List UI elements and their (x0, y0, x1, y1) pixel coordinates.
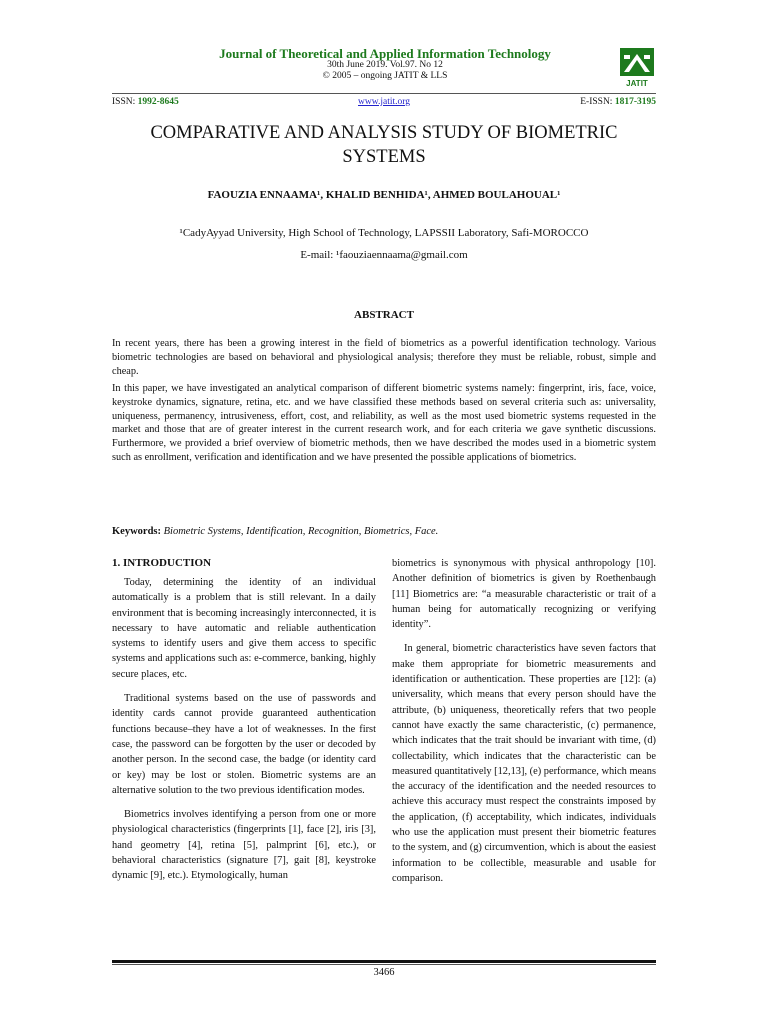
keywords-label: Keywords: (112, 526, 164, 537)
paragraph: biometrics is synonymous with physical anthropology [10]. Another definition of biometrics is given by Roethenbaugh [11] Biometrics are: “a measurable characteristic or trait of a human being for automatically recognizing or verifying identity”. (392, 558, 656, 631)
issue-date: 30th June 2019. Vol.97. No 12 (327, 60, 443, 70)
issn-label: ISSN: (112, 97, 138, 107)
header-rule (112, 93, 656, 94)
abstract-paragraph-1: In recent years, there has been a growing interest in the field of biometrics as a powerful identification technology. Various biometric technologies are based on behavioral and physiological analysis; therefore they must be reliable, robust, simple and cheap. (112, 338, 656, 377)
authors: FAOUZIA ENNAAMA¹, KHALID BENHIDA¹, AHMED BOULAHOUAL¹ (207, 189, 561, 201)
page-number: 3466 (373, 967, 395, 978)
abstract-heading: ABSTRACT (354, 309, 414, 321)
paragraph: In general, biometric characteristics have seven factors that make them appropriate for biometric measurements and identification or authentication. These properties are [12]: (a) universality, which means that every person should have the attribute, (b) uniqueness, theoretically refers that two people cannot have exactly the same characteristic, (c) permanence, which indicates that the trait should be invariant with time, (d) collectability, which indicates that the characteristic can be measured quantitatively [12,13], (e) performance, which means the accuracy of the identification and the needed resources to achieve this accuracy must respect the constraints imposed by the application, (f) acceptability, which indicates, individuals who use the application must present their biometric features to the system, and (g) circumvention, which is about the easiest information to be collectible, measurable and usable for comparison. (392, 643, 656, 884)
paper-title: COMPARATIVE AND ANALYSIS STUDY OF BIOMETRIC SYSTEMS (150, 123, 618, 167)
footer-rule (112, 960, 656, 963)
jatit-logo-icon (618, 46, 656, 88)
issn-value: 1992-8645 (137, 97, 179, 107)
website-link[interactable]: www.jatit.org (358, 97, 410, 107)
journal-title: Journal of Theoretical and Applied Information Technology (219, 46, 551, 61)
eissn-label: E-ISSN: (580, 97, 615, 107)
footer-rule-thin (112, 964, 656, 965)
email: E-mail: ¹faouziaennaama@gmail.com (300, 249, 468, 261)
abstract-paragraph-2: In this paper, we have investigated an analytical comparison of different biometric systems namely: fingerprint, iris, face, voice, keystroke dynamics, signature, retina, etc. and we have classified these methods based on several criteria such as: universality, uniqueness, permanency, intrusiveness, effort, cost, and reliability, as well as the most used biometric systems requested in the market and those that are of greater interest in the current research work, and for each criteria we gave synthetic discussions. Furthermore, we provided a brief overview of biometric methods, then we have described the modes used in a biometric system such as enrollment, verification and identification and we have presented the possible applications of biometrics. (112, 383, 656, 463)
keywords (112, 526, 656, 537)
jatit-logo (618, 46, 656, 88)
paragraph: Biometrics involves identifying a person from one or more physiological characteristics (fingerprints [1], face [2], iris [3], hand geometry [4], retina [5], palmprint [6], etc.), or behavioral characteristics (signature [7], gait [8], keystroke dynamic [9], etc.). Etymologically, human (112, 809, 376, 882)
right-column (392, 556, 656, 895)
paragraph: Traditional systems based on the use of passwords and identity cards cannot provide guaranteed authentication functions because–they have a lot of weaknesses. In the first case, the password can be forgotten by the user or decoded by another person. In the second case, the badge (or identity card or key) may be lost or stolen. Biometric systems are an alternative solution to the two previous identification modes. (112, 693, 376, 796)
issn (112, 97, 179, 107)
eissn (580, 97, 656, 107)
section-heading: 1. INTRODUCTION (112, 557, 212, 569)
eissn-value: 1817-3195 (614, 97, 656, 107)
copyright: © 2005 – ongoing JATIT & LLS (322, 71, 448, 81)
affiliation: ¹CadyAyyad University, High School of Technology, LAPSSII Laboratory, Safi-MOROCCO (179, 227, 589, 239)
keywords-text: Biometric Systems, Identification, Recognition, Biometrics, Face. (163, 526, 439, 537)
logo-text: JATIT (626, 79, 648, 88)
paragraph: Today, determining the identity of an individual automatically is a problem that is still relevant. In a daily environment that is becoming increasingly interconnected, it is necessary to have automatic and reliable authentication systems to identify users and give them access to specific systems and applications such as: e-commerce, banking, highly secure places, etc. (112, 577, 376, 680)
left-column (112, 575, 376, 893)
